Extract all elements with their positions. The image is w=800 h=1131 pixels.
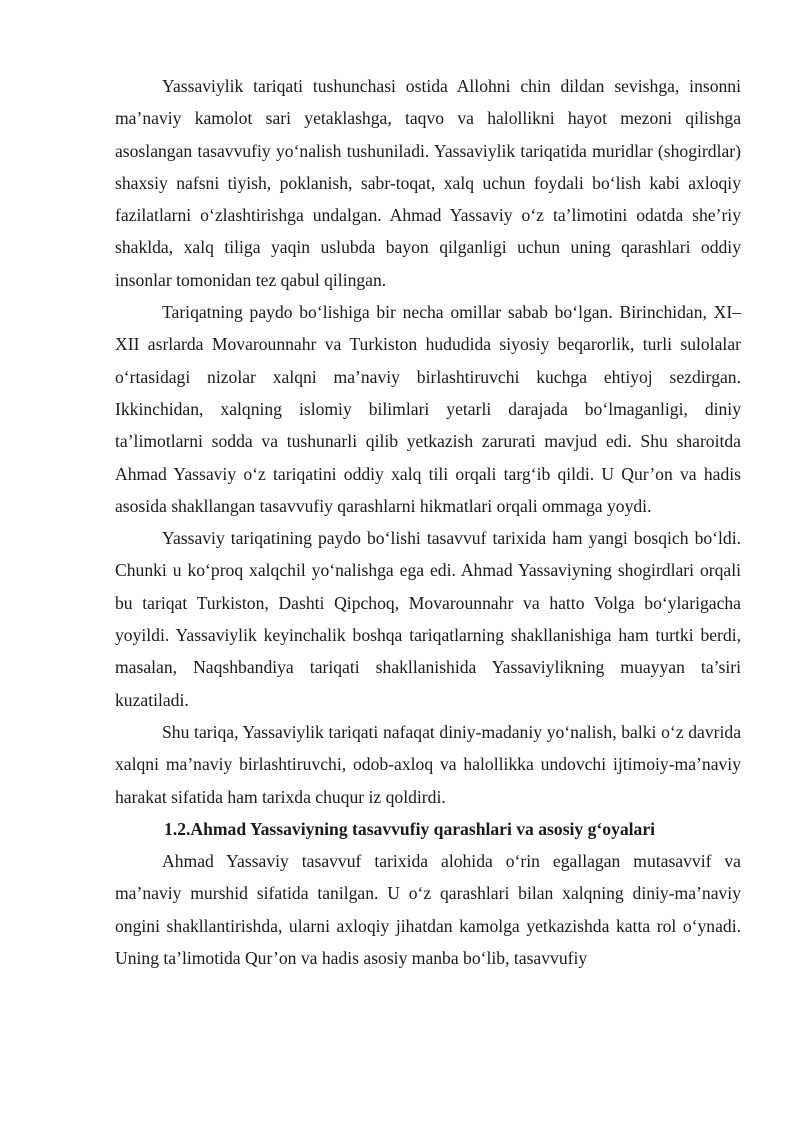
paragraph-conclusion: Shu tariqa, Yassaviylik tariqati nafaqat diniy-madaniy yo‘nalish, balki o‘z davrida xalqni ma’naviy birlashtiruvchi, odob-axloq va halollikka undovchi ijtimoiy-ma’naviy harakat sifatida ham tarixda chuqur iz qoldirdi.	[115, 721, 741, 807]
section-heading: 1.2.Ahmad Yassaviyning tasavvufiy qarashlari va asosiy g‘oyalari	[164, 818, 656, 839]
paragraph-origin-factors: Tariqatning paydo bo‘lishiga bir necha omillar sabab bo‘lgan. Birinchidan, XI–XII asrlarda Movarounnahr va Turkiston hududida siyosiy beqarorlik, turli sulolalar o‘rtasidagi nizolar xalqni ma’naviy birlashtiruvchi kuchga ehtiyoj sezdirgan. Ikkinchidan, xalqning islomiy bilimlari yetarli darajada bo‘lmaganligi, diniy ta’limotlarni sodda va tushunarli qilib yetkazish zarurati mavjud edi. Shu sharoitda Ahmad Yassaviy o‘z tariqatini oddiy xalq tili orqali targ‘ib qildi. U Qur’on va hadis asosida shakllangan tasavvufiy qarashlarni hikmatlari orqali ommaga yoydi.	[115, 302, 741, 516]
document-page	[115, 70, 741, 974]
paragraph-yassaviylik-definition: Yassaviylik tariqati tushunchasi ostida Allohni chin dildan sevishga, insonni ma’naviy kamolot sari yetaklashga, taqvo va halollikni hayot mezoni qilishga asoslangan tasavvufiy yo‘nalish tushuniladi. Yassaviylik tariqatida muridlar (shogirdlar) shaxsiy nafsni tiyish, poklanish, sabr-toqat, xalq uchun foydali bo‘lish kabi axloqiy fazilatlarni o‘zlashtirishga undalgan. Ahmad Yassaviy o‘z ta’limotini odatda she’riy shaklda, xalq tiliga yaqin uslubda bayon qilganligi uchun uning qarashlari oddiy insonlar tomonidan tez qabul qilingan.	[115, 76, 741, 290]
paragraph-new-stage: Yassaviy tariqatining paydo bo‘lishi tasavvuf tarixida ham yangi bosqich bo‘ldi. Chunki u ko‘proq xalqchil yo‘nalishga ega edi. Ahmad Yassaviyning shogirdlari orqali bu tariqat Turkiston, Dashti Qipchoq, Movarounnahr va hatto Volga bo‘ylarigacha yoyildi. Yassaviylik keyinchalik boshqa tariqatlarning shakllanishiga ham turtki berdi, masalan, Naqshbandiya tariqati shakllanishida Yassaviylikning muayyan ta’siri kuzatiladi.	[115, 528, 741, 710]
paragraph-yassaviy-intro: Ahmad Yassaviy tasavvuf tarixida alohida o‘rin egallagan mutasavvif va ma’naviy murshid sifatida tanilgan. U o‘z qarashlari bilan xalqning diniy-ma’naviy ongini shakllantirishda, ularni axloqiy jihatdan kamolga yetkazishda katta rol o‘ynadi. Uning ta’limotida Qur’on va hadis asosiy manba bo‘lib, tasavvufiy	[115, 851, 741, 969]
